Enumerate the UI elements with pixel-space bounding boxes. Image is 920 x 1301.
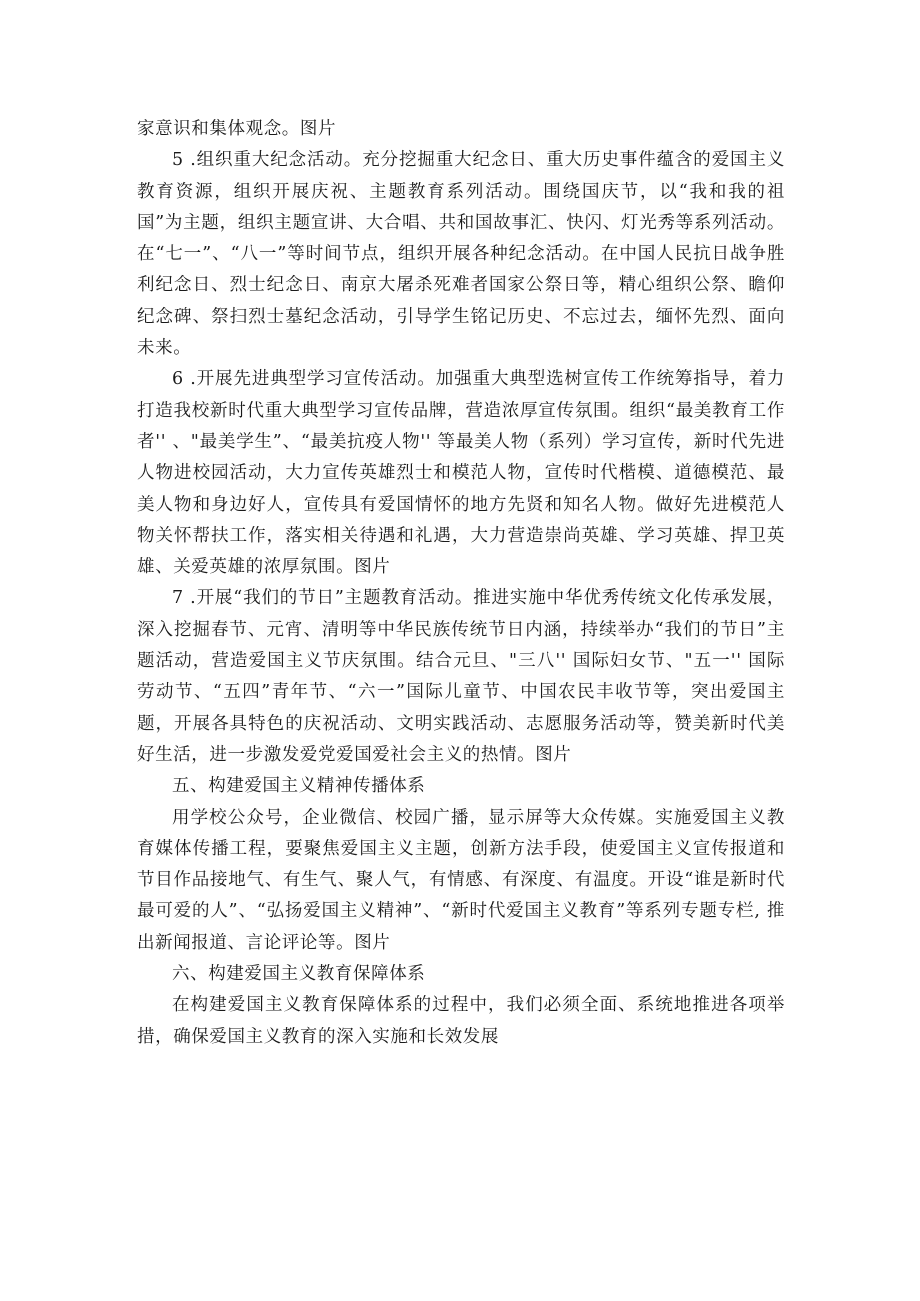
paragraph-section-5: 用学校公众号，企业微信、校园广播，显示屏等大众传媒。实施爱国主义教育媒体传播工程，要聚焦爱国主义主题，创新方法手段，使爱国主义宣传报道和节目作品接地气、有生气、聚人气，有情感、有深度、有温度。开设“谁是新时代最可爱的人”、“弘扬爱国主义精神”、“新时代爱国主义教育”等系列专题专栏, 推出新闻报道、言论评论等。图片	[137, 807, 785, 953]
paragraph-continuation: 家意识和集体观念。图片	[137, 119, 337, 139]
paragraph-item-5: 5 .组织重大纪念活动。充分挖掘重大纪念日、重大历史事件蕴含的爱国主义教育资源，组织开展庆祝、主题教育系列活动。围绕国庆节，以“我和我的祖国”为主题，组织主题宣讲、大合唱、共和国故事汇、快闪、灯光秀等系列活动。在“七一”、“八一”等时间节点，组织开展各种纪念活动。在中国人民抗日战争胜利纪念日、烈士纪念日、南京大屠杀死难者国家公祭日等，精心组织公祭、瞻仰纪念碑、祭扫烈士墓纪念活动，引导学生铭记历史、不忘过去，缅怀先烈、面向未来。	[137, 150, 785, 359]
paragraph-item-7: 7 .开展“我们的节日”主题教育活动。推进实施中华优秀传统文化传承发展，深入挖掘春节、元宵、清明等中华民族传统节日内涵，持续举办“我们的节日”主题活动，营造爱国主义节庆氛围。结合元旦、"三八'' 国际妇女节、"五一'' 国际劳动节、“五四”青年节、“六一”国际儿童节、中国农民丰收节等，突出爱国主题，开展各具特色的庆祝活动、文明实践活动、志愿服务活动等，赞美新时代美好生活，进一步激发爱党爱国爱社会主义的热情。图片	[137, 588, 785, 765]
paragraph-item-6: 6 .开展先进典型学习宣传活动。加强重大典型选树宣传工作统筹指导，着力打造我校新时代重大典型学习宣传品牌，营造浓厚宣传氛围。组织“最美教育工作者'' 、"最美学生”、“最美抗疫人物'' 等最美人物（系列）学习宣传，新时代先进人物进校园活动，大力宣传英雄烈士和模范人物，宣传时代楷模、道德模范、最美人物和身边好人，宣传具有爱国情怀的地方先贤和知名人物。做好先进模范人物关怀帮扶工作，落实相关待遇和礼遇，大力营造崇尚英雄、学习英雄、捍卫英雄、关爱英雄的浓厚氛围。图片	[137, 369, 785, 578]
document-body	[137, 114, 785, 1053]
section-heading-5: 五、构建爱国主义精神传播体系	[172, 776, 426, 797]
paragraph-section-6: 在构建爱国主义教育保障体系的过程中，我们必须全面、系统地推进各项举措，确保爱国主义教育的深入实施和长效发展	[137, 995, 785, 1047]
section-heading-6: 六、构建爱国主义教育保障体系	[172, 964, 426, 985]
